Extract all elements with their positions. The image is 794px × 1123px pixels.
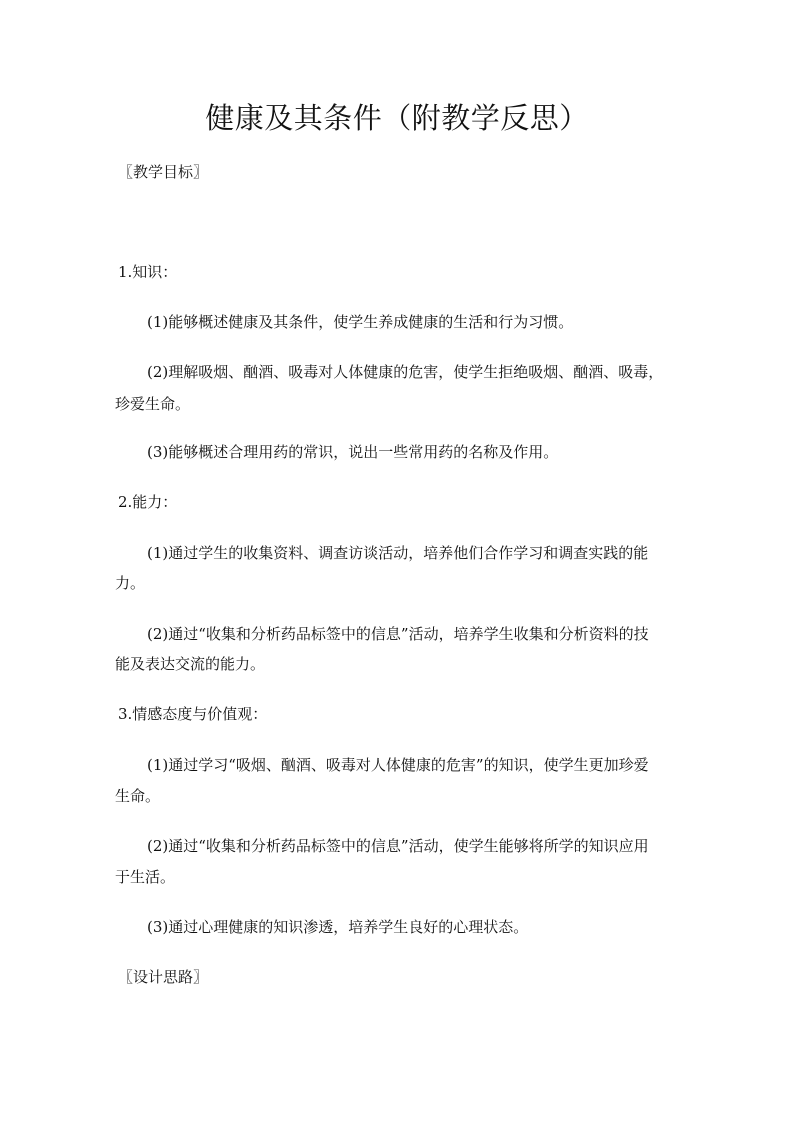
section-heading-design-ideas: 〖设计思路〗	[118, 968, 209, 986]
emotion-item-2-line-1: (2)通过“收集和分析药品标签中的信息”活动，使学生能够将所学的知识应用	[147, 837, 649, 855]
emotion-item-3: (3)通过心理健康的知识渗透，培养学生良好的心理状态。	[147, 918, 529, 936]
ability-item-1-line-1: (1)通过学生的收集资料、调查访谈活动，培养他们合作学习和调查实践的能	[147, 544, 649, 562]
knowledge-heading: 1.知识：	[118, 263, 178, 281]
section-heading-teaching-goals: 〖教学目标〗	[118, 163, 209, 181]
emotion-item-1-line-1: (1)通过学习“吸烟、酗酒、吸毒对人体健康的危害”的知识，使学生更加珍爱	[147, 756, 649, 774]
knowledge-item-1: (1)能够概述健康及其条件，使学生养成健康的生活和行为习惯。	[147, 313, 574, 331]
knowledge-item-2-line-2: 珍爱生命。	[115, 395, 191, 413]
ability-heading: 2.能力：	[118, 493, 178, 511]
emotion-item-1-line-2: 生命。	[115, 787, 161, 805]
ability-item-2-line-1: (2)通过“收集和分析药品标签中的信息”活动，培养学生收集和分析资料的技	[147, 625, 649, 643]
emotion-heading: 3.情感态度与价值观：	[118, 705, 268, 723]
emotion-item-2-line-2: 于生活。	[115, 868, 176, 886]
document-title: 健康及其条件（附教学反思）	[205, 101, 589, 135]
knowledge-item-2-line-1: (2)理解吸烟、酗酒、吸毒对人体健康的危害，使学生拒绝吸烟、酗酒、吸毒，	[147, 363, 664, 381]
ability-item-2-line-2: 能及表达交流的能力。	[115, 655, 266, 673]
ability-item-1-line-2: 力。	[115, 574, 146, 592]
knowledge-item-3: (3)能够概述合理用药的常识，说出一些常用药的名称及作用。	[147, 443, 559, 461]
